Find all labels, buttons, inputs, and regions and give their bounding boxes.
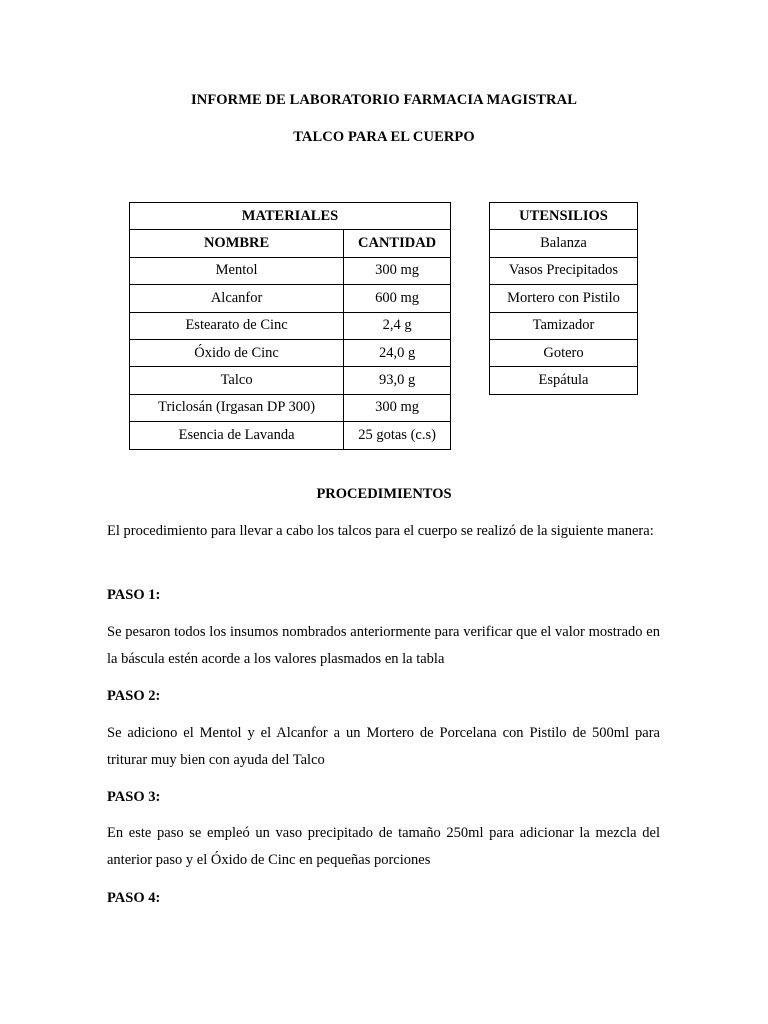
procedure-intro: El procedimiento para llevar a cabo los talcos para el cuerpo se realizó de la siguiente manera: bbox=[107, 523, 654, 539]
materials-heading: MATERIALES bbox=[130, 203, 451, 230]
step-4-label: PASO 4: bbox=[107, 890, 161, 906]
material-quantity: 600 mg bbox=[344, 285, 451, 312]
table-row bbox=[490, 285, 638, 312]
table-row bbox=[130, 257, 451, 284]
material-name: Talco bbox=[130, 367, 344, 394]
material-name: Estearato de Cinc bbox=[130, 312, 344, 339]
document-subtitle: TALCO PARA EL CUERPO bbox=[293, 129, 475, 145]
table-row bbox=[490, 230, 638, 257]
material-name: Esencia de Lavanda bbox=[130, 422, 344, 449]
table-row bbox=[130, 312, 451, 339]
material-name: Óxido de Cinc bbox=[130, 339, 344, 366]
utensils-heading: UTENSILIOS bbox=[490, 203, 638, 230]
procedures-heading: PROCEDIMIENTOS bbox=[316, 486, 452, 502]
material-quantity: 300 mg bbox=[344, 257, 451, 284]
utensil-item: Gotero bbox=[490, 339, 638, 366]
utensil-item: Vasos Precipitados bbox=[490, 257, 638, 284]
materials-table bbox=[129, 202, 451, 450]
material-name: Triclosán (Irgasan DP 300) bbox=[130, 394, 344, 421]
utensil-item: Balanza bbox=[490, 230, 638, 257]
utensil-item: Tamizador bbox=[490, 312, 638, 339]
step-2-label: PASO 2: bbox=[107, 688, 161, 704]
material-quantity: 25 gotas (c.s) bbox=[344, 422, 451, 449]
step-1-label: PASO 1: bbox=[107, 587, 161, 603]
material-quantity: 2,4 g bbox=[344, 312, 451, 339]
table-row bbox=[490, 339, 638, 366]
material-quantity: 24,0 g bbox=[344, 339, 451, 366]
material-quantity: 93,0 g bbox=[344, 367, 451, 394]
material-name: Alcanfor bbox=[130, 285, 344, 312]
table-row bbox=[490, 312, 638, 339]
table-row bbox=[490, 367, 638, 394]
step-1-text: Se pesaron todos los insumos nombrados anteriormente para verificar que el valor mostrado en la báscula estén acorde a los valores plasmados en la tabla bbox=[107, 624, 660, 667]
table-row bbox=[130, 285, 451, 312]
step-2-text: Se adiciono el Mentol y el Alcanfor a un Mortero de Porcelana con Pistilo de 500ml para triturar muy bien con ayuda del Talco bbox=[107, 725, 660, 768]
material-quantity: 300 mg bbox=[344, 394, 451, 421]
step-3-label: PASO 3: bbox=[107, 789, 161, 805]
material-name: Mentol bbox=[130, 257, 344, 284]
utensil-item: Espátula bbox=[490, 367, 638, 394]
step-3-text: En este paso se empleó un vaso precipitado de tamaño 250ml para adicionar la mezcla del anterior paso y el Óxido de Cinc en pequeñas porciones bbox=[107, 825, 660, 868]
table-row bbox=[130, 394, 451, 421]
document-title: INFORME DE LABORATORIO FARMACIA MAGISTRAL bbox=[191, 92, 577, 108]
table-row bbox=[490, 257, 638, 284]
utensils-table bbox=[489, 202, 638, 395]
column-header-quantity: CANTIDAD bbox=[344, 230, 451, 257]
table-row bbox=[130, 339, 451, 366]
column-header-name: NOMBRE bbox=[130, 230, 344, 257]
table-row bbox=[130, 422, 451, 449]
table-row bbox=[130, 367, 451, 394]
utensil-item: Mortero con Pistilo bbox=[490, 285, 638, 312]
